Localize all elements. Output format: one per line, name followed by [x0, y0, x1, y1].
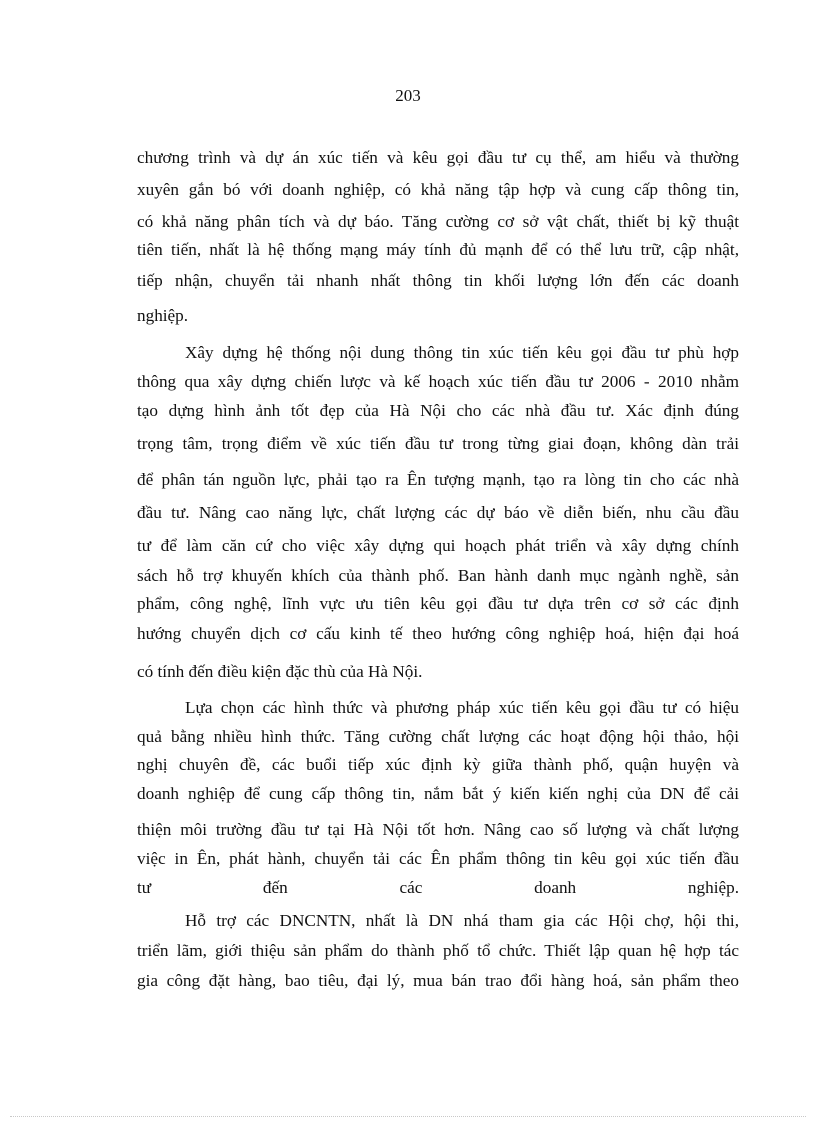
text-line: tiên tiến, nhất là hệ thống mạng máy tính đủ mạnh để có thể lưu trữ, cập nhật, — [137, 240, 739, 259]
text-line: đầu tư. Nâng cao năng lực, chất lượng các dự báo về diễn biến, nhu cầu đầu — [137, 503, 739, 522]
text-line: để phân tán nguồn lực, phải tạo ra Ên tượng mạnh, tạo ra lòng tin cho các nhà — [137, 470, 739, 489]
text-line: tiếp nhận, chuyển tải nhanh nhất thông tin khối lượng lớn đến các doanh — [137, 271, 739, 290]
text-line: xuyên gắn bó với doanh nghiệp, có khả năng tập hợp và cung cấp thông tin, — [137, 180, 739, 199]
text-line: tư để làm căn cứ cho việc xây dựng qui hoạch phát triển và xây dựng chính — [137, 536, 739, 555]
paragraph-first-line: Hỗ trợ các DNCNTN, nhất là DN nhá tham gia các Hội chợ, hội thi, — [185, 911, 739, 930]
text-line: thiện môi trường đầu tư tại Hà Nội tốt hơn. Nâng cao số lượng và chất lượng — [137, 820, 739, 839]
text-line: doanh nghiệp để cung cấp thông tin, nắm bắt ý kiến kiến nghị của DN để cải — [137, 784, 739, 803]
text-line: quả bằng nhiều hình thức. Tăng cường chất lượng các hoạt động hội thảo, hội — [137, 727, 739, 746]
text-line: có tính đến điều kiện đặc thù của Hà Nội. — [137, 662, 423, 681]
text-line: tư đến các doanh nghiệp. — [137, 878, 739, 897]
text-line: có khả năng phân tích và dự báo. Tăng cường cơ sở vật chất, thiết bị kỹ thuật — [137, 212, 739, 231]
text-line: trọng tâm, trọng điểm về xúc tiến đầu tư trong từng giai đoạn, không dàn trải — [137, 434, 739, 453]
text-line: sách hỗ trợ khuyến khích của thành phố. Ban hành danh mục ngành nghề, sản — [137, 566, 739, 585]
page-number: 203 — [395, 86, 421, 105]
text-line: gia công đặt hàng, bao tiêu, đại lý, mua bán trao đổi hàng hoá, sản phẩm theo — [137, 971, 739, 990]
text-line: phẩm, công nghệ, lĩnh vực ưu tiên kêu gọi đầu tư dựa trên cơ sở các định — [137, 594, 739, 613]
text-line: triển lãm, giới thiệu sản phẩm do thành phố tổ chức. Thiết lập quan hệ hợp tác — [137, 941, 739, 960]
text-line: nghị chuyên đề, các buổi tiếp xúc định kỳ giữa thành phố, quận huyện và — [137, 755, 739, 774]
text-line: thông qua xây dựng chiến lược và kế hoạch xúc tiến đầu tư 2006 - 2010 nhằm — [137, 372, 739, 391]
text-line: việc in Ên, phát hành, chuyển tải các Ên phẩm thông tin kêu gọi xúc tiến đầu — [137, 849, 739, 868]
text-line: hướng chuyển dịch cơ cấu kinh tế theo hướng công nghiệp hoá, hiện đại hoá — [137, 624, 739, 643]
page-bottom-rule — [10, 1116, 806, 1117]
paragraph-first-line: Xây dựng hệ thống nội dung thông tin xúc tiến kêu gọi đầu tư phù hợp — [185, 343, 739, 362]
text-line: chương trình và dự án xúc tiến và kêu gọi đầu tư cụ thể, am hiểu và thường — [137, 148, 739, 167]
paragraph-first-line: Lựa chọn các hình thức và phương pháp xúc tiến kêu gọi đầu tư có hiệu — [185, 698, 739, 717]
text-line: tạo dựng hình ảnh tốt đẹp của Hà Nội cho các nhà đầu tư. Xác định đúng — [137, 401, 739, 420]
text-line: nghiệp. — [137, 306, 189, 325]
